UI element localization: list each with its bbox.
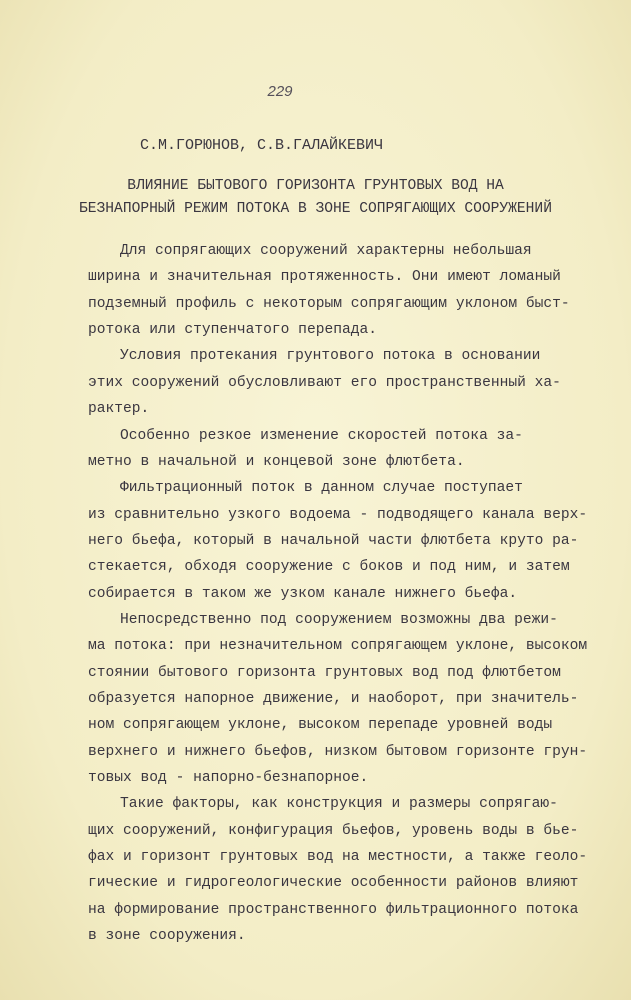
body-line: ном сопрягающем уклоне, высоком перепаде уровней воды (88, 717, 553, 734)
body-line: Непосредственно под сооружением возможны два режи- (120, 611, 558, 628)
body-line: Фильтрационный поток в данном случае поступает (120, 480, 523, 497)
body-line: ротока или ступенчатого перепада. (88, 322, 378, 339)
body-line: Условия протекания грунтового потока в основании (120, 348, 541, 365)
body-line: верхнего и нижнего бьефов, низком бытовом горизонте грун- (88, 743, 588, 760)
body-line: подземный профиль с некоторым сопрягающим уклоном быст- (88, 295, 570, 312)
title-line: БЕЗНАПОРНЫЙ РЕЖИМ ПОТОКА В ЗОНЕ СОПРЯГАЮЩИХ СООРУЖЕНИЙ (79, 201, 552, 217)
title-line: ВЛИЯНИЕ БЫТОВОГО ГОРИЗОНТА ГРУНТОВЫХ ВОД НА (127, 178, 504, 194)
body-line: товых вод - напорно-безнапорное. (88, 770, 369, 786)
page-number: 229 (267, 83, 293, 100)
body-line: из сравнительно узкого водоема - подводящего канала верх- (88, 506, 588, 523)
body-line: Такие факторы, как конструкция и размеры сопрягаю- (120, 796, 558, 813)
body-line: на формирование пространственного фильтрационного потока (88, 901, 579, 918)
body-line: стекается, обходя сооружение с боков и под ним, и затем (88, 559, 570, 576)
body-line: метно в начальной и концевой зоне флютбета. (88, 453, 465, 470)
body-line: Для сопрягающих сооружений характерны небольшая (120, 243, 532, 259)
body-line: в зоне сооружения. (88, 928, 246, 945)
body-line: образуется напорное движение, и наоборот, при значитель- (88, 691, 579, 707)
body-line: собирается в таком же узком канале нижнего бьефа. (88, 585, 518, 602)
body-line: ма потока: при незначительном сопрягающем уклоне, высоком (88, 638, 588, 655)
body-line: гические и гидрогеологические особенности районов влияют (88, 875, 579, 892)
authors: С.М.ГОРЮНОВ, С.В.ГАЛАЙКЕВИЧ (140, 137, 384, 154)
body-line: рактер. (88, 401, 150, 418)
body-line: фах и горизонт грунтовых вод на местности, а также геоло- (88, 849, 588, 866)
body-line: щих сооружений, конфигурация бьефов, уровень воды в бье- (88, 822, 579, 839)
body-line: этих сооружений обусловливают его пространственный ха- (88, 374, 561, 391)
body-line: Особенно резкое изменение скоростей потока за- (120, 427, 523, 444)
body-line: ширина и значительная протяженность. Они имеют ломаный (88, 269, 561, 286)
body-line: стоянии бытового горизонта грунтовых вод под флютбетом (88, 664, 561, 681)
body-line: него бьефа, который в начальной части флютбета круто ра- (88, 532, 579, 549)
